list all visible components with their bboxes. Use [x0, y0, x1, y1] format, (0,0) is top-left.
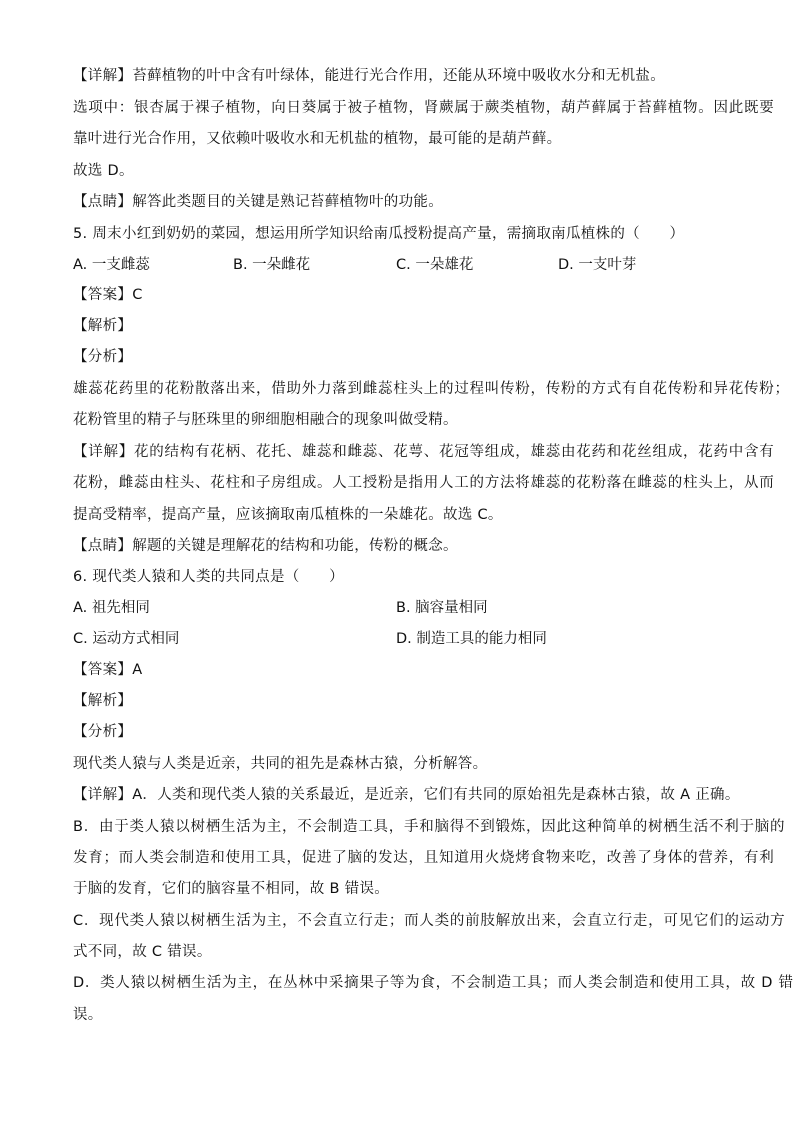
option-label: D.: [558, 257, 574, 273]
q6-answer-line: [73, 660, 733, 680]
q4-detail-paragraph: [73, 66, 733, 86]
q5-answer: C: [132, 287, 143, 303]
q5-option-c: [396, 255, 473, 275]
option-text: 一支雌蕊: [91, 257, 150, 273]
option-text: 脑容量相同: [415, 600, 488, 616]
detail-tag: 【详解】: [73, 444, 134, 460]
q5-detail-line-1: [73, 442, 775, 462]
q5-detail-text-1: 花的结构有花柄、花托、雄蕊和雌蕊、花萼、花冠等组成，雄蕊由花药和花丝组成，花药中含有: [134, 444, 775, 460]
q6-answer: A: [132, 662, 143, 678]
q6-option-a: [73, 598, 150, 618]
q6-fenxi-tag: 【分析】: [73, 724, 133, 740]
q5-stem: 5. 周末小红到奶奶的菜园，想运用所学知识给南瓜授粉提高产量，需摘取南瓜植株的（ ）: [73, 226, 685, 242]
q5-option-a: [73, 255, 150, 275]
q6-analysis-tag: 【解析】: [73, 693, 133, 709]
q5-option-b: [233, 255, 310, 275]
q6-fenxi-text: 现代类人猿与人类是近亲，共同的祖先是森林古猿，分析解答。: [73, 756, 488, 772]
option-text: 一朵雌花: [252, 257, 311, 273]
option-label: B.: [396, 600, 411, 616]
option-text: 制造工具的能力相同: [416, 631, 547, 647]
detail-tag: 【详解】: [73, 787, 133, 803]
q5-analysis-tag: 【解析】: [73, 318, 133, 334]
q4-choose: 故选 D。: [73, 163, 134, 179]
option-label: C.: [396, 257, 411, 273]
q5-comment-paragraph: [73, 536, 733, 556]
q6-detail-b-line-3: 于脑的发育，它们的脑容量不相同，故 B 错误。: [73, 881, 390, 897]
option-text: 一朵雄花: [415, 257, 474, 273]
q4-options-line-2: 靠叶进行光合作用，又依赖叶吸收水和无机盐的植物，最可能的是葫芦藓。: [73, 131, 562, 147]
option-text: 运动方式相同: [92, 631, 180, 647]
comment-tag: 【点睛】: [73, 194, 133, 210]
option-label: A.: [73, 257, 88, 273]
answer-tag: 【答案】: [73, 287, 133, 303]
q6-option-b: [396, 598, 488, 618]
option-label: D.: [396, 631, 412, 647]
q4-detail-text: 苔藓植物的叶中含有叶绿体，能进行光合作用，还能从环境中吸收水分和无机盐。: [132, 68, 665, 84]
option-label: B.: [233, 257, 248, 273]
q6-detail-a-text: A．人类和现代类人猿的关系最近，是近亲，它们有共同的原始祖先是森林古猿，故 A 正确。: [132, 787, 740, 803]
q6-detail-d-line-2: 误。: [73, 1007, 103, 1023]
q5-fenxi-line-2: 花粉管里的精子与胚珠里的卵细胞相融合的现象叫做受精。: [73, 412, 458, 428]
q6-detail-b-line-2: 发育；而人类会制造和使用工具，促进了脑的发达，且知道用火烧烤食物来吃，改善了身体的营养，有利: [73, 850, 775, 866]
q4-comment-text: 解答此类题目的关键是熟记苔藓植物叶的功能。: [132, 194, 444, 210]
q6-detail-d-line-1: D．类人猿以树栖生活为主，在丛林中采摘果子等为食，不会制造工具；而人类会制造和使用工具，故 D 错: [73, 975, 794, 991]
q6-detail-c-line-2: 式不同，故 C 错误。: [73, 944, 212, 960]
q5-fenxi-line-1: 雄蕊花药里的花粉散落出来，借助外力落到雌蕊柱头上的过程叫传粉，传粉的方式有自花传粉和异花传粉；: [73, 381, 790, 397]
option-label: A.: [73, 600, 88, 616]
q5-answer-line: [73, 285, 733, 305]
comment-tag: 【点睛】: [73, 538, 133, 554]
q5-comment-text: 解题的关键是理解花的结构和功能，传粉的概念。: [132, 538, 458, 554]
q6-detail-b-line-1: B．由于类人猿以树栖生活为主，不会制造工具，手和脑得不到锻炼，因此这种简单的树栖生活不利于脑的: [73, 819, 786, 835]
q6-detail-a: [73, 785, 740, 805]
q5-detail-line-2: 花粉，雌蕊由柱头、花柱和子房组成。人工授粉是指用人工的方法将雄蕊的花粉落在雌蕊的柱头上，从而: [73, 475, 775, 491]
answer-tag: 【答案】: [73, 662, 133, 678]
q6-option-d: [396, 629, 547, 649]
option-text: 一支叶芽: [578, 257, 637, 273]
q6-stem: 6. 现代类人猿和人类的共同点是（ ）: [73, 569, 344, 585]
option-text: 祖先相同: [91, 600, 150, 616]
q4-options-line-1: 选项中：银杏属于裸子植物，向日葵属于被子植物，肾蕨属于蕨类植物，葫芦藓属于苔藓植物。因此既要: [73, 100, 775, 116]
q5-detail-line-3: 提高受精率，提高产量，应该摘取南瓜植株的一朵雄花。故选 C。: [73, 507, 503, 523]
q5-fenxi-tag: 【分析】: [73, 349, 133, 365]
q4-comment-paragraph: [73, 192, 733, 212]
q6-option-c: [73, 629, 179, 649]
q6-detail-c-line-1: C．现代类人猿以树栖生活为主，不会直立行走；而人类的前肢解放出来，会直立行走，可见它们的运动方: [73, 913, 786, 929]
option-label: C.: [73, 631, 88, 647]
q5-option-d: [558, 255, 636, 275]
detail-tag: 【详解】: [73, 68, 133, 84]
